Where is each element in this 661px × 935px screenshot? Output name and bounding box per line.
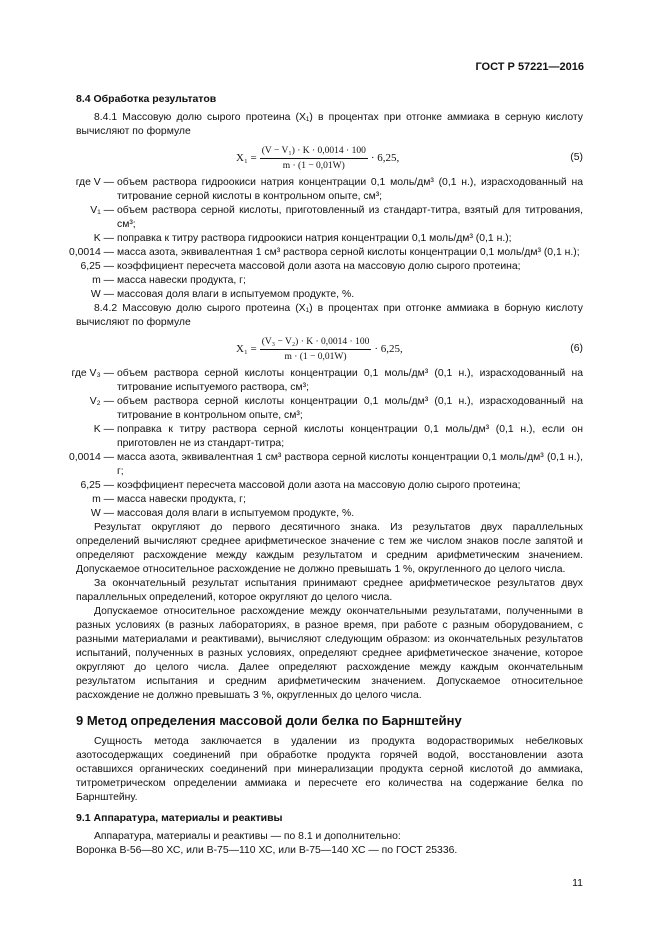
page-content (68, 92, 583, 858)
definition-symbol: K — (93, 233, 114, 244)
formula-5-definitions (36, 176, 583, 302)
definition-symbol: 6,25 — (80, 480, 114, 491)
definition-row (36, 367, 583, 395)
formula-5-denominator: m · (1 − 0,01W) (282, 160, 345, 171)
definition-symbol: 6,25 — (80, 261, 114, 272)
formula-6-lhs: X₁ = (236, 343, 257, 355)
paragraph-discrepancy: Допускаемое относительное расхождение между окончательными результатами, полученными в разных условиях (в разных лабораториях, в разное время, при работе с разным оборудованием, с разными материалами и реактивами), вычисляют следующим образом: из окончательных результатов испытаний, полученных в разных условиях, определяют среднее арифметическое значение, которое округляют до целого числа. Далее определяют расхождение между каждым окончательным результатом испытания и средним арифметическим значением. Допускаемое относительное расхождение не должно превышать 3 %, округленных до целого числа. (76, 606, 583, 701)
section-8-4-title: 8.4 Обработка результатов (76, 93, 217, 105)
definition-symbol: где V — (75, 177, 114, 188)
document-header: ГОСТ Р 57221—2016 (475, 61, 584, 73)
formula-6-tail: · 6,25, (374, 343, 403, 355)
definition-row (36, 493, 583, 507)
definition-symbol: 0,0014 — (68, 247, 114, 258)
definition-symbol: где V₃ — (71, 368, 114, 379)
definition-text: масса азота, эквивалентная 1 см³ раствора серной кислоты концентрации 0,1 моль/дм³ (0,1 н.), г; (117, 452, 583, 477)
formula-6-definitions (36, 367, 583, 521)
section-8-4-2-text: 8.4.2 Массовую долю сырого протеина (X₁) в процентах при отгонке аммиака в борную кислоту вычисляют по формуле (76, 303, 583, 328)
definition-symbol: W — (90, 508, 114, 519)
paragraph-final-result: За окончательный результат испытания принимают среднее арифметическое результатов двух параллельных определений, которое округляют до целого числа. (76, 578, 583, 603)
formula-5-fraction (260, 145, 368, 172)
page-number: 11 (572, 877, 583, 889)
formula-5-number: (5) (570, 152, 583, 163)
definition-symbol: W — (90, 289, 114, 300)
definition-text: массовая доля влаги в испытуемом продукте, %. (117, 289, 355, 300)
definition-row (36, 232, 583, 246)
formula-6-denominator: m · (1 − 0,01W) (284, 351, 347, 362)
definition-text: объем раствора серной кислоты концентрации 0,1 моль/дм³ (0,1 н.), израсходованный на титрование в контрольном опыте, см³; (117, 396, 583, 421)
definition-text: масса навески продукта, г; (117, 494, 246, 505)
definition-text: коэффициент пересчета массовой доли азота на массовую долю сырого протеина; (117, 261, 521, 272)
definition-symbol: 0,0014 — (68, 452, 114, 463)
definition-row (36, 479, 583, 493)
formula-6-number: (6) (570, 343, 583, 354)
section-9-1-line-1: Аппаратура, материалы и реактивы — по 8.1 и дополнительно: (94, 831, 401, 842)
formula-5-numerator: (V − V₁) · K · 0,0014 · 100 (260, 145, 368, 159)
definition-row (36, 260, 583, 274)
section-9-1-line-2: Воронка В-56—80 ХС, или В-75—110 ХС, или В-75—140 ХС — по ГОСТ 25336. (76, 845, 458, 856)
definition-text: поправка к титру раствора гидроокиси натрия концентрации 0,1 моль/дм³ (0,1 н.); (117, 233, 512, 244)
definition-symbol: V₂ — (89, 396, 114, 407)
definition-row (36, 423, 583, 451)
definition-text: объем раствора серной кислоты, приготовленный из стандарт-титра, взятый для титрования, см³; (117, 205, 583, 230)
definition-row (36, 176, 583, 204)
definition-row (36, 274, 583, 288)
definition-text: объем раствора гидроокиси натрия концентрации 0,1 моль/дм³ (0,1 н.), израсходованный на титрование серной кислоты в контрольном опыте, см³; (117, 177, 583, 202)
formula-5-lhs: X₁ = (236, 152, 257, 164)
definition-row (36, 395, 583, 423)
section-9-text: Сущность метода заключается в удалении из продукта водорастворимых небелковых азотосодержащих соединений при обработке продукта горячей водой, восстановлении азота оставшихся органических соединений при минерализации продукта серной кислотой до аммиака, титрометрическом определении аммиака и пересчете его количества на содержание белка по Барнштейну. (76, 736, 583, 803)
definition-symbol: m — (92, 494, 114, 505)
definition-text: объем раствора серной кислоты концентрации 0,1 моль/дм³ (0,1 н.), израсходованный на титрование испытуемого раствора, см³; (117, 368, 583, 393)
section-9-1-title: 9.1 Аппаратура, материалы и реактивы (76, 812, 283, 824)
definition-row (36, 288, 583, 302)
formula-5-tail: · 6,25, (370, 152, 400, 164)
definition-symbol: V₁ — (90, 205, 114, 216)
definition-row (36, 507, 583, 521)
section-8-4-1-text: 8.4.1 Массовую долю сырого протеина (X₁) в процентах при отгонке аммиака в серную кислоту вычисляют по формуле (76, 112, 583, 137)
definition-symbol: K — (93, 424, 114, 435)
definition-row (36, 451, 583, 479)
section-9-title: 9 Метод определения массовой доли белка по Барнштейну (76, 713, 462, 728)
formula-6-numerator: (V₃ − V₂) · K · 0,0014 · 100 (260, 336, 372, 350)
definition-text: массовая доля влаги в испытуемом продукте, %. (117, 508, 355, 519)
definition-text: поправка к титру раствора серной кислоты концентрации 0,1 моль/дм³ (0,1 н.), если он приготовлен не из стандарт-титра; (117, 424, 583, 449)
definition-text: масса навески продукта, г; (117, 275, 246, 286)
definition-text: коэффициент пересчета массовой доли азота на массовую долю сырого протеина; (117, 480, 521, 491)
definition-row (36, 246, 583, 260)
formula-5 (76, 142, 583, 174)
formula-6-fraction (260, 336, 372, 363)
definition-text: масса азота, эквивалентная 1 см³ раствора серной кислоты концентрации 0,1 моль/дм³ (0,1 н.); (117, 247, 580, 258)
paragraph-rounding: Результат округляют до первого десятичного знака. Из результатов двух параллельных определений вычисляют среднее арифметическое значение с тем же числом знаков после запятой и определяют расхождение между каждым результатом и средним арифметическим значением. Допускаемое относительное расхождение не должно превышать 1 %, округленного до целого числа. (76, 522, 583, 575)
formula-6 (76, 333, 583, 365)
definition-row (36, 204, 583, 232)
definition-symbol: m — (92, 275, 114, 286)
